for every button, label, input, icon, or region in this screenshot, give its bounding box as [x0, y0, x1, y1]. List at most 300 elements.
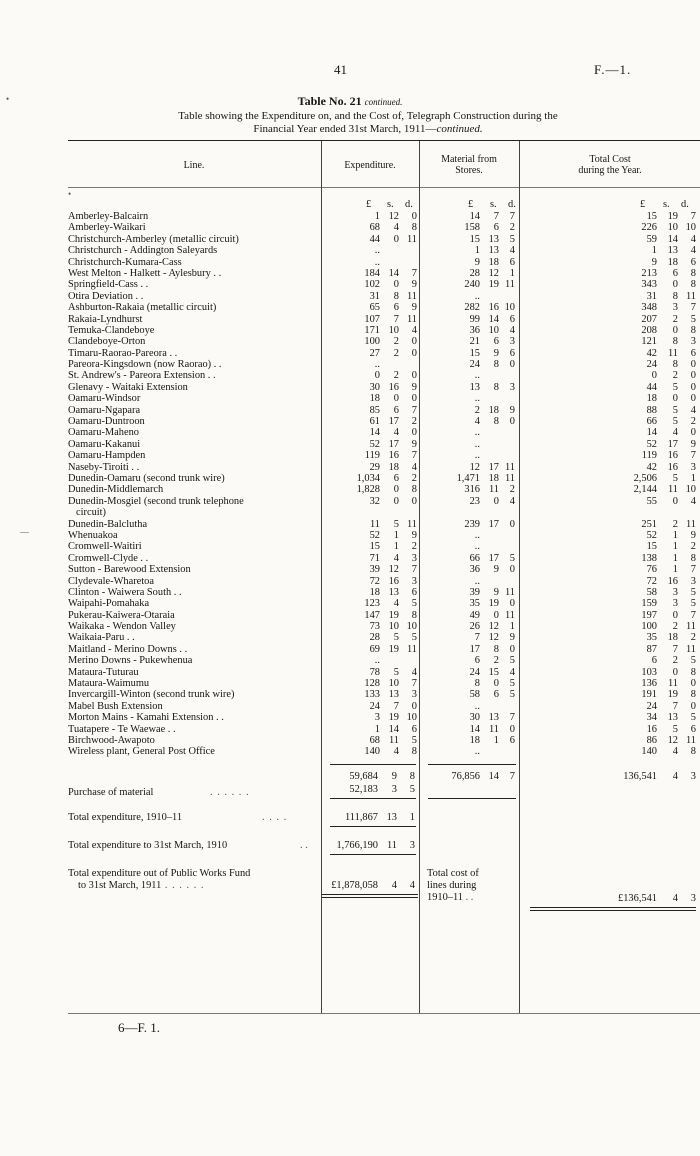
mat-pence: 11: [504, 461, 515, 473]
exp-pounds: 14: [369, 427, 380, 439]
mat-pounds: 66: [469, 552, 480, 564]
mat-pounds: 282: [464, 302, 480, 314]
table-row: [68, 598, 700, 609]
exp-pounds: 28: [369, 632, 380, 644]
exp-pence: 5: [411, 598, 417, 610]
table-row: [68, 359, 700, 370]
pwf-label: Total expenditure out of Public Works Fund to 31st March, 1911 . . . . . .: [68, 868, 251, 891]
unit-tot-d: d.: [681, 199, 689, 210]
tot-shillings: 17: [667, 438, 678, 450]
tot-pence: 4: [690, 245, 696, 257]
tot-shillings: 10: [667, 222, 678, 234]
mat-pounds: 99: [469, 313, 480, 325]
exp-pounds: 11: [369, 518, 380, 530]
exp-pounds: 27: [369, 347, 380, 359]
tot-pence: 0: [690, 678, 696, 690]
mat-pence: 1: [509, 267, 515, 279]
line-name: Timaru-Raorao-Pareora . .: [68, 347, 178, 359]
exp-shillings: 5: [393, 666, 399, 678]
table-row: [68, 484, 700, 495]
line-name: Amberley-Waikari: [68, 222, 146, 234]
tot-shillings: 3: [672, 598, 678, 610]
tot-pounds: 103: [641, 666, 657, 678]
tot-pounds: 87: [646, 643, 657, 655]
line-name: Christchurch - Addington Saleyards: [68, 245, 218, 257]
mat-shillings: 12: [488, 267, 499, 279]
mat-pounds: 239: [464, 518, 480, 530]
exp-pounds: 147: [364, 609, 380, 621]
line-name: Dunedin-Balclutha: [68, 518, 148, 530]
unit-tot-pound: £: [640, 199, 646, 210]
table-row: [68, 655, 700, 666]
tot-pounds: 208: [641, 324, 657, 336]
line-name: Dunedin-Mosgiel (second trunk telephone: [68, 495, 244, 507]
exp-pounds: 39: [369, 564, 380, 576]
tot-pence: 3: [690, 575, 696, 587]
tot-pence: 11: [685, 518, 696, 530]
line-name: Temuka-Clandeboye: [68, 324, 155, 336]
line-name: Birchwood-Awapoto: [68, 734, 155, 746]
exp-shillings: 10: [388, 324, 399, 336]
tot-shillings: 2: [672, 655, 678, 667]
mat-pounds: ..: [474, 427, 480, 439]
line-name: Morton Mains - Kamahi Extension . .: [68, 712, 224, 724]
margin-mark-2: —: [20, 527, 29, 537]
table-row: [68, 234, 700, 245]
table-row: [68, 405, 700, 416]
table-row: [68, 382, 700, 393]
tot-pence: 3: [690, 336, 696, 348]
tot-pounds: 0: [651, 370, 657, 382]
mat-shillings: 11: [488, 484, 499, 496]
tot-pounds: 138: [641, 552, 657, 564]
exp-pounds: 61: [369, 416, 380, 428]
line-name: Whenuakoa: [68, 529, 118, 541]
exp-pounds: 65: [369, 302, 380, 314]
tot-pence: 2: [690, 416, 696, 428]
total-1910-dots: . . . .: [262, 812, 288, 823]
exp-shillings: 10: [388, 678, 399, 690]
line-name: Waikaia-Paru . .: [68, 632, 135, 644]
exp-pence: 4: [411, 461, 417, 473]
mat-shillings: 9: [493, 564, 499, 576]
table-caption: [62, 110, 674, 136]
exp-shillings: 13: [388, 689, 399, 701]
line-name: Oamaru-Ngapara: [68, 404, 141, 416]
table-row: [68, 211, 700, 222]
bullet-mark: •: [68, 189, 72, 199]
unit-exp-s: s.: [387, 199, 394, 210]
tot-pounds: 1: [651, 245, 657, 257]
header-expenditure: Expenditure.: [344, 160, 396, 171]
header-total-cost: Total Cost during the Year.: [578, 154, 642, 176]
mat-shillings: 8: [493, 416, 499, 428]
line-name: circuit): [76, 507, 106, 519]
subtotal-rule-exp: [330, 764, 416, 765]
tot-pence: 6: [690, 347, 696, 359]
table-row: [68, 427, 700, 438]
exp-shillings: 5: [393, 518, 399, 530]
table-row: [68, 222, 700, 233]
exp-pounds: 69: [369, 643, 380, 655]
tot-pence: 5: [690, 712, 696, 724]
tot-shillings: 8: [672, 359, 678, 371]
table-row: [68, 314, 700, 325]
exp-pounds: 18: [369, 393, 380, 405]
tot-pence: 0: [690, 393, 696, 405]
line-name: Christchurch-Amberley (metallic circuit): [68, 233, 239, 245]
exp-pence: 7: [411, 678, 417, 690]
exp-pounds: 85: [369, 404, 380, 416]
mat-pence: 5: [509, 552, 515, 564]
exp-pence: 3: [411, 552, 417, 564]
tot-shillings: 5: [672, 472, 678, 484]
tot-pounds: 251: [641, 518, 657, 530]
pwf-rule-1: [322, 894, 418, 895]
mat-pence: 0: [509, 598, 515, 610]
tot-pounds: 88: [646, 404, 657, 416]
exp-pence: 7: [411, 450, 417, 462]
page-footer: 6—F. 1.: [118, 1020, 160, 1035]
exp-shillings: 18: [388, 461, 399, 473]
mat-pence: 4: [509, 666, 515, 678]
exp-pounds: 171: [364, 324, 380, 336]
line-name: Pareora-Kingsdown (now Raorao) . .: [68, 359, 222, 371]
tot-pence: 9: [690, 529, 696, 541]
table-row: [68, 462, 700, 473]
exp-shillings: 0: [393, 233, 399, 245]
tot-pence: 5: [690, 655, 696, 667]
tot-pence: 2: [690, 632, 696, 644]
table-row: [68, 245, 700, 256]
mat-pounds: ..: [474, 290, 480, 302]
line-name: Dunedin-Oamaru (second trunk wire): [68, 472, 225, 484]
mat-pence: 4: [509, 495, 515, 507]
caption-line-2: Financial Year ended 31st March, 1911—continued.: [253, 123, 483, 135]
mat-pounds: 24: [469, 359, 480, 371]
exp-pence: 10: [406, 621, 417, 633]
header-material: Material from Stores.: [441, 154, 497, 176]
tot-pounds: 100: [641, 621, 657, 633]
exp-pence: 11: [406, 643, 417, 655]
mat-pence: 6: [509, 347, 515, 359]
exp-shillings: 19: [388, 609, 399, 621]
purchase-dots: . . . . . .: [210, 787, 250, 798]
tot-pence: 5: [690, 313, 696, 325]
exp-shillings: 17: [388, 416, 399, 428]
line-name: Sutton - Barewood Extension: [68, 564, 191, 576]
exp-pounds: ..: [374, 655, 380, 667]
mat-pounds: 1: [474, 245, 480, 257]
unit-mat-s: s.: [490, 199, 497, 210]
exp-pence: 0: [411, 370, 417, 382]
table-row: [68, 302, 700, 313]
mat-pounds: ..: [474, 700, 480, 712]
exp-pence: 7: [411, 404, 417, 416]
mat-shillings: 1: [493, 734, 499, 746]
exp-pounds: 44: [369, 233, 380, 245]
tot-shillings: 1: [672, 564, 678, 576]
tot-pence: 6: [690, 723, 696, 735]
total-to-1910-dots: . .: [300, 840, 308, 851]
exp-pence: 4: [411, 666, 417, 678]
exp-pence: 8: [411, 222, 417, 234]
total-to-1910-rule: [330, 854, 416, 855]
tot-pounds: 121: [641, 336, 657, 348]
tot-pounds: 35: [646, 632, 657, 644]
tot-shillings: 8: [672, 290, 678, 302]
exp-shillings: 19: [388, 643, 399, 655]
mat-pence: 3: [509, 381, 515, 393]
mat-pounds: 28: [469, 267, 480, 279]
exp-shillings: 6: [393, 404, 399, 416]
exp-pence: 10: [406, 712, 417, 724]
tot-pence: 11: [685, 621, 696, 633]
table-row: [68, 564, 700, 575]
table-row: [68, 712, 700, 723]
table-row: [68, 507, 700, 518]
exp-pence: 4: [411, 324, 417, 336]
exp-pence: 0: [411, 347, 417, 359]
tot-pence: 11: [685, 290, 696, 302]
exp-pence: 9: [411, 529, 417, 541]
mat-shillings: 17: [488, 552, 499, 564]
tot-pounds: 2,144: [633, 484, 657, 496]
total-1910-rule: [330, 826, 416, 827]
tot-shillings: 11: [667, 484, 678, 496]
exp-pence: 11: [406, 290, 417, 302]
tot-pence: 8: [690, 324, 696, 336]
exp-pounds: 107: [364, 313, 380, 325]
tot-pounds: 2,506: [633, 472, 657, 484]
mat-pence: 6: [509, 313, 515, 325]
unit-exp-pound: £: [366, 199, 372, 210]
exp-shillings: 4: [393, 746, 399, 758]
mat-shillings: 12: [488, 621, 499, 633]
line-name: Mabel Bush Extension: [68, 700, 163, 712]
tot-pence: 4: [690, 495, 696, 507]
exp-pounds: 119: [364, 450, 380, 462]
tot-shillings: 0: [672, 324, 678, 336]
line-name: Tuatapere - Te Waewae . .: [68, 723, 176, 735]
purchase-label: Purchase of material: [68, 787, 154, 798]
mat-shillings: 8: [493, 381, 499, 393]
exp-shillings: 11: [388, 734, 399, 746]
table-row: [68, 724, 700, 735]
tot-shillings: 2: [672, 313, 678, 325]
exp-shillings: 12: [388, 211, 399, 222]
exp-pence: 0: [411, 495, 417, 507]
exp-pounds: 24: [369, 700, 380, 712]
mat-pounds: 13: [469, 381, 480, 393]
tot-pounds: 24: [646, 700, 657, 712]
mat-shillings: 13: [488, 712, 499, 724]
tot-pounds: 24: [646, 359, 657, 371]
tot-shillings: 5: [672, 404, 678, 416]
exp-shillings: 0: [393, 393, 399, 405]
line-name: Ashburton-Rakaia (metallic circuit): [68, 302, 217, 314]
exp-pence: 3: [411, 689, 417, 701]
line-name: Otira Deviation . .: [68, 290, 144, 302]
mat-shillings: 9: [493, 586, 499, 598]
purchase-rule-2: [428, 798, 516, 799]
exp-shillings: 4: [393, 552, 399, 564]
pwf-rule-2: [322, 897, 418, 898]
line-name: Oamaru-Hampden: [68, 450, 146, 462]
table-row: [68, 325, 700, 336]
table-row: [68, 336, 700, 347]
exp-pence: 5: [411, 632, 417, 644]
tot-pence: 7: [690, 450, 696, 462]
line-name: Dunedin-Middlemarch: [68, 484, 164, 496]
exp-pounds: 52: [369, 529, 380, 541]
exp-shillings: 8: [393, 290, 399, 302]
mat-shillings: 18: [488, 472, 499, 484]
table-row: [68, 291, 700, 302]
line-name: Pukerau-Kaiwera-Otaraia: [68, 609, 175, 621]
line-name: Wireless plant, General Post Office: [68, 746, 215, 758]
tot-pounds: 191: [641, 689, 657, 701]
tot-pounds: 86: [646, 734, 657, 746]
mat-shillings: 17: [488, 518, 499, 530]
exp-pence: 5: [411, 734, 417, 746]
exp-pounds: 68: [369, 734, 380, 746]
tot-shillings: 16: [667, 461, 678, 473]
exp-pence: 8: [411, 609, 417, 621]
exp-pence: 8: [411, 746, 417, 758]
total-to-1910-label: Total expenditure to 31st March, 1910: [68, 840, 228, 851]
mat-pence: 5: [509, 678, 515, 690]
tot-pounds: 343: [641, 279, 657, 291]
mat-pence: 10: [504, 302, 515, 314]
line-name: Oamaru-Kakanui: [68, 438, 141, 450]
tot-pence: 8: [690, 279, 696, 291]
table-row: [68, 701, 700, 712]
line-name: Springfield-Cass . .: [68, 279, 149, 291]
table-body: [68, 211, 700, 758]
exp-pounds: 15: [369, 541, 380, 553]
tot-shillings: 1: [672, 552, 678, 564]
tot-pounds: 66: [646, 416, 657, 428]
exp-pence: 2: [411, 416, 417, 428]
mat-pounds: 24: [469, 666, 480, 678]
tot-shillings: 2: [672, 518, 678, 530]
mat-shillings: 6: [493, 336, 499, 348]
tot-pence: 0: [690, 700, 696, 712]
exp-shillings: 6: [393, 302, 399, 314]
exp-pounds: 72: [369, 575, 380, 587]
mat-shillings: 15: [488, 666, 499, 678]
exp-pence: 9: [411, 279, 417, 291]
line-name: Christchurch-Kumara-Cass: [68, 256, 182, 268]
tot-shillings: 5: [672, 381, 678, 393]
mat-pounds: 240: [464, 279, 480, 291]
mat-shillings: 13: [488, 245, 499, 257]
mat-shillings: 6: [493, 222, 499, 234]
mat-shillings: 0: [493, 609, 499, 621]
mat-pence: 1: [509, 621, 515, 633]
exp-shillings: 19: [388, 712, 399, 724]
table-row: [68, 746, 700, 757]
mat-pounds: ..: [474, 393, 480, 405]
exp-shillings: 12: [388, 564, 399, 576]
unit-mat-pound: £: [468, 199, 474, 210]
table-row: [68, 735, 700, 746]
exp-shillings: 14: [388, 723, 399, 735]
exp-pence: 9: [411, 438, 417, 450]
margin-mark-1: •: [6, 94, 10, 104]
mat-pounds: ..: [474, 541, 480, 553]
mat-pence: 0: [509, 564, 515, 576]
mat-pence: 9: [509, 404, 515, 416]
exp-pounds: ..: [374, 359, 380, 371]
mat-pence: 11: [504, 472, 515, 484]
tot-pence: 4: [690, 233, 696, 245]
tot-pence: 6: [690, 256, 696, 268]
mat-pounds: ..: [474, 438, 480, 450]
exp-pence: 0: [411, 393, 417, 405]
mat-pence: 0: [509, 723, 515, 735]
tot-pence: 0: [690, 370, 696, 382]
tot-pounds: 58: [646, 586, 657, 598]
mat-pounds: 23: [469, 495, 480, 507]
mat-pounds: ..: [474, 529, 480, 541]
page-number: 41: [334, 62, 347, 77]
exp-pounds: 32: [369, 495, 380, 507]
table-row: [68, 519, 700, 530]
mat-pounds: 7: [474, 632, 480, 644]
exp-pounds: 102: [364, 279, 380, 291]
mat-pence: 11: [504, 586, 515, 598]
mat-shillings: 8: [493, 643, 499, 655]
table-title-text: Table No. 21: [297, 94, 362, 108]
tot-pence: 10: [685, 222, 696, 234]
mat-pounds: ..: [474, 450, 480, 462]
tot-pence: 5: [690, 586, 696, 598]
tot-pence: 7: [690, 302, 696, 314]
line-name: Cromwell-Clyde . .: [68, 552, 149, 564]
table-row: [68, 473, 700, 484]
table-bottom-rule: [68, 1013, 700, 1014]
mat-pence: 0: [509, 518, 515, 530]
exp-shillings: 6: [393, 472, 399, 484]
tot-pence: 7: [690, 609, 696, 621]
exp-pounds: 30: [369, 381, 380, 393]
exp-pounds: 73: [369, 621, 380, 633]
exp-pounds: 1,034: [356, 472, 380, 484]
line-name: Amberley-Balcairn: [68, 211, 149, 222]
tot-pounds: 9: [651, 256, 657, 268]
tot-shillings: 13: [667, 245, 678, 257]
tot-pence: 8: [690, 689, 696, 701]
tot-pounds: 207: [641, 313, 657, 325]
tot-pence: 8: [690, 746, 696, 758]
mat-pence: 9: [509, 632, 515, 644]
mat-pence: 5: [509, 233, 515, 245]
table-row: [68, 667, 700, 678]
mat-pounds: ..: [474, 575, 480, 587]
mat-pence: 6: [509, 256, 515, 268]
tot-pence: 8: [690, 267, 696, 279]
mat-pounds: 9: [474, 256, 480, 268]
exp-pence: 9: [411, 302, 417, 314]
caption-line-1: Table showing the Expenditure on, and the Cost of, Telegraph Construction during the: [178, 110, 558, 122]
exp-pounds: 68: [369, 222, 380, 234]
exp-shillings: 1: [393, 541, 399, 553]
mat-pounds: 1,471: [456, 472, 480, 484]
mat-pounds: 58: [469, 689, 480, 701]
mat-pence: 7: [509, 712, 515, 724]
